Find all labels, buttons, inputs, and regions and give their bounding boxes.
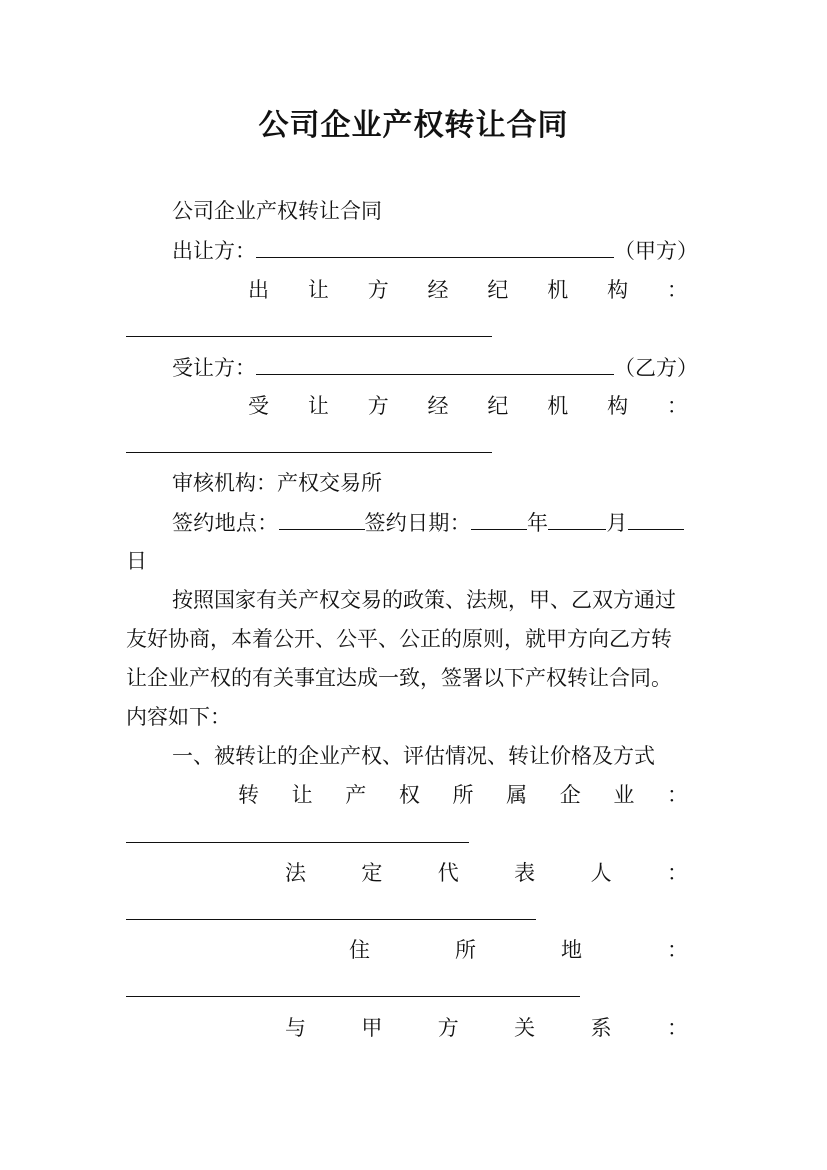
relation-char: 方 xyxy=(437,1016,459,1040)
relation-char: 系 xyxy=(590,1016,612,1040)
buyer-agency-char: 纪 xyxy=(487,394,509,418)
enterprise-char: 业 xyxy=(613,783,635,807)
seller-line xyxy=(172,235,704,265)
sign-place-blank xyxy=(279,507,365,530)
enterprise-char: 属 xyxy=(506,783,528,807)
relation-char: ： xyxy=(666,1016,688,1040)
buyer-agency-blank xyxy=(126,452,492,453)
buyer-agency-char: ： xyxy=(666,394,688,418)
seller-suffix: （甲方） xyxy=(614,239,698,263)
document-title: 公司企业产权转让合同 xyxy=(258,108,569,143)
buyer-suffix: （乙方） xyxy=(614,356,698,380)
seller-blank xyxy=(256,235,614,258)
sign-place-label: 签约地点： xyxy=(172,511,279,535)
sign-month-blank xyxy=(548,507,606,530)
relation-char: 关 xyxy=(514,1016,536,1040)
buyer-agency-line xyxy=(248,391,688,421)
buyer-agency-char: 让 xyxy=(307,394,329,418)
enterprise-char: 权 xyxy=(398,783,420,807)
seller-agency-char: 方 xyxy=(367,278,389,302)
paragraph-line: 按照国家有关产权交易的政策、法规，甲、乙双方通过 xyxy=(172,588,676,612)
sign-day-blank xyxy=(628,507,684,530)
seller-agency-char: 纪 xyxy=(487,278,509,302)
enterprise-blank xyxy=(126,842,469,843)
seller-agency-char: 经 xyxy=(427,278,449,302)
buyer-line xyxy=(172,352,704,382)
buyer-agency-char: 受 xyxy=(248,394,269,418)
legal-rep-line xyxy=(285,858,688,888)
enterprise-char: 让 xyxy=(291,783,313,807)
sign-date-label: 签约日期： xyxy=(364,511,471,535)
enterprise-char: 产 xyxy=(345,783,367,807)
address-char: 所 xyxy=(455,938,476,962)
seller-label: 出让方： xyxy=(172,239,256,263)
signing-line xyxy=(172,507,704,537)
seller-agency-line xyxy=(248,275,688,305)
buyer-agency-char: 方 xyxy=(367,394,389,418)
paragraph-line: 友好协商，本着公开、公平、公正的原则，就甲方向乙方转 xyxy=(126,627,672,651)
seller-agency-char: ： xyxy=(666,278,688,302)
seller-agency-char: 出 xyxy=(248,278,269,302)
buyer-agency-char: 机 xyxy=(547,394,569,418)
sign-year: 年 xyxy=(527,511,549,535)
buyer-agency-char: 构 xyxy=(607,394,629,418)
enterprise-char: 转 xyxy=(238,783,259,807)
enterprise-char: 企 xyxy=(559,783,581,807)
sign-month: 月 xyxy=(606,511,628,535)
address-char: 地 xyxy=(561,938,582,962)
relation-char: 与 xyxy=(285,1016,306,1040)
address-line xyxy=(349,935,688,965)
seller-agency-char: 构 xyxy=(607,278,629,302)
buyer-agency-char: 经 xyxy=(427,394,449,418)
document-subtitle: 公司企业产权转让合同 xyxy=(172,199,382,223)
seller-agency-char: 机 xyxy=(547,278,569,302)
relation-char: 甲 xyxy=(361,1016,383,1040)
sign-year-blank xyxy=(471,507,527,530)
legal-rep-blank xyxy=(126,919,536,920)
legal-rep-char: 表 xyxy=(514,861,536,885)
legal-rep-char: 人 xyxy=(590,861,612,885)
seller-agency-blank xyxy=(126,336,492,337)
enterprise-line xyxy=(238,780,688,810)
address-char: 住 xyxy=(349,938,370,962)
section-heading: 一、被转让的企业产权、评估情况、转让价格及方式 xyxy=(172,744,655,768)
seller-agency-char: 让 xyxy=(307,278,329,302)
paragraph-line: 让企业产权的有关事宜达成一致，签署以下产权转让合同。 xyxy=(126,666,672,690)
sign-day: 日 xyxy=(126,549,147,573)
buyer-blank xyxy=(256,352,614,375)
address-blank xyxy=(126,996,580,997)
legal-rep-char: 法 xyxy=(285,861,306,885)
enterprise-char: ： xyxy=(667,783,688,807)
enterprise-char: 所 xyxy=(452,783,474,807)
buyer-label: 受让方： xyxy=(172,356,256,380)
legal-rep-char: 代 xyxy=(437,861,459,885)
relation-line xyxy=(285,1013,688,1043)
legal-rep-char: ： xyxy=(666,861,688,885)
address-char: ： xyxy=(667,938,688,962)
legal-rep-char: 定 xyxy=(361,861,383,885)
review-agency: 审核机构：产权交易所 xyxy=(172,471,382,495)
paragraph-line: 内容如下： xyxy=(126,705,231,729)
